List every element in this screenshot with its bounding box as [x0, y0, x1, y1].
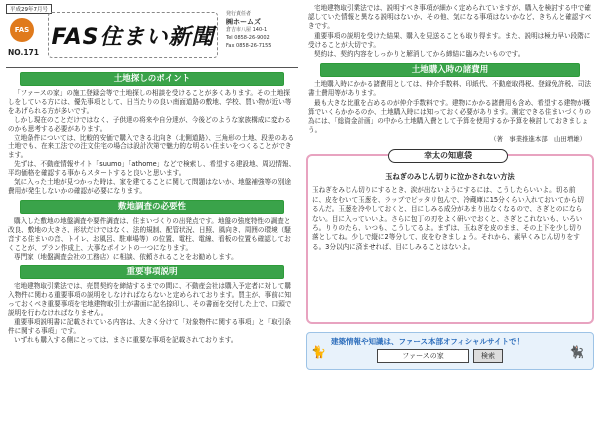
paragraph: 購入した敷地の地盤調査や要件調査は、住まいづくりの出発点です。地盤の強度特性の調査と改良、敷地の大きさ、形状だけではなく、法的規制、配管状況、日照、風向き、周囲の環境（騒音する住まいの音、トイレ、お風呂、駐車場等）の位置、電柱、電線、看板の位置も確認しておくことが、プラン作成上、大事なポイントの一つになります。: [8, 216, 291, 252]
paragraph: 重要事項説明書に記載されている内容は、大きく分けて「対象物件に関する事項」と「取引条件に関する事項」です。: [8, 318, 291, 335]
company-fax: Fax 0858-26-7155: [226, 43, 272, 49]
website-banner[interactable]: [306, 332, 594, 370]
banner-text: 建築情報や知識は、ファース本部オフィシャルサイトで！: [331, 337, 524, 347]
cat-icon: 🐈: [311, 345, 326, 360]
issue-date: 平成29年7月号: [6, 4, 52, 14]
paragraph: 契約は、契約内容をしっかりと解消してから締結に臨みたいものです。: [314, 50, 525, 59]
paragraph: 宅地建物取引業法では、説明すべき事項が細かく定められていますが、購入を検討する中で確認していた情報と異なる説明はないか、その他、気になる事項はないかなど、きちんと確認すべきです。: [308, 4, 592, 31]
search-input[interactable]: ファースの家: [377, 349, 469, 363]
publisher-label: 発行責任者: [226, 11, 252, 17]
tips-body: 玉ねぎをみじん切りにするとき、涙が出ないようにするには、こうしたらいいよ。切る前に、皮をむいて玉葱を、ラップでピッタリ包んで、冷蔵庫に15分くらい入れておいてから切るんだ。玉葱を冷やしておくと、目にしみる成分があまり出なくなるので、さぎとのにならない。目に入っていいよ。さらに包丁の刃をよく研いでおくと、さぎとこれないも、いろいろ。りりのたら、いつも、こうしてるよ。まずは、玉ねぎを皮のまま、その上下を少し切り落としてね。少しで縦に2等分して、皮をむきましょう。それから、素早くみじん切りをする。3分以内に済ませれば、目にしみることはないよ。: [312, 186, 584, 251]
newsletter-title-text: FAS住まい新聞: [51, 24, 215, 50]
paragraph: 最も大きな比重を占めるのが仲介手数料です。建物にかかる諸費用も含め、希望する建物が概算でいくらかかるのか、土地購入時には知っておく必要があります。測定できる住まいづくりの為には、「総資金計画」の中から土地購入費として予算を使用するか予算を検討しておきましょう。: [308, 98, 592, 135]
paragraph: 専門家（地盤調査会社の工務店）に相談、依頼されることをお勧めします。: [14, 252, 238, 261]
section-heading-site-survey: 敷地調査の必要性: [20, 200, 284, 214]
section-heading-important-matters: 重要事項説明: [20, 265, 284, 279]
paragraph: 先ずは、不動産情報サイト「suumo」「athome」などで検索し、希望する建設地、周辺情報、平均価格を確認する事からスタートすると良いと思います。: [8, 160, 296, 178]
author-signature: （著 事業推進本部 山田増雄）: [490, 135, 586, 144]
paragraph: しかし現在のことだけではなく、子供達の将来や自分達が、今後どのような家族構成に変わるのかも思考する必要があります。: [8, 115, 291, 133]
paragraph: 立地条件については、比較的安価で購入できる北向き（北側道路）、三角形の土地、段差のある土地でも、在来工法での注文住宅の場合は設計次第で魅力的な明るい住まいをつくることができます。: [8, 133, 295, 160]
tips-box: [306, 151, 594, 324]
tips-title: 玉ねぎのみじん切りに泣かされない方法: [385, 172, 515, 182]
cat-icon: 🐈‍⬛: [569, 345, 584, 360]
paragraph: 宅地建物取引業法では、売買契約を締結するまでの間に、不動産会社は購入予定者に対して購入物件に関わる重要事項の説明をしなければならないと定められております。買主が、事前に知っておくべき重要事項を宅地建物取引士が書面に記名捺印し、その書面を交付した上で、口頭で説明を行わなければなりません。: [8, 282, 292, 318]
left-column: [6, 4, 298, 345]
publisher-info: [226, 10, 271, 50]
section-heading-land-search: 土地探しのポイント: [20, 72, 284, 86]
paragraph: 土地購入時にかかる諸費用としては、仲介手数料、印紙代、不動産取得税、登録免許税、司法書士費用等があります。: [308, 80, 591, 98]
search-button[interactable]: 検索: [473, 349, 503, 363]
paragraph: 重要事項の説明を受けた結果、購入を見送ることも取り得ます。また、説明は極力早い段階に受けることが大切です。: [308, 31, 591, 49]
tips-heading: 幸太の知恵袋: [388, 149, 508, 163]
paragraph: 気に入った土地が見つかった時は、家を建てることに関して問題はないか、地盤補強等の別途費用が発生しないかの確認が必要になります。: [8, 178, 291, 195]
section-heading-land-costs: 土地購入時の諸費用: [320, 63, 580, 77]
right-column: [306, 4, 594, 370]
paragraph: いずれも購入する側にとっては、まさに重要な事項を記載されております。: [14, 335, 238, 344]
fas-logo: FAS: [10, 18, 34, 42]
company-tel: Tel 0858-26-9002: [226, 35, 270, 41]
company-name: ㈱ホームズ: [226, 18, 261, 26]
newsletter-header: [6, 4, 298, 68]
newsletter-title: [48, 12, 218, 58]
paragraph: 「ファースの家」の施工登録会等で土地探しの相談を受けることが多くあります。その土地探しをしている方には、優先事項として、日当たりの良い南面道路の敷地、学校、買い物が近い等をあげられる方が多いです。: [8, 89, 292, 115]
issue-number: NO.171: [8, 48, 39, 57]
company-address: 倉吉市八屋 140-1: [226, 27, 268, 33]
